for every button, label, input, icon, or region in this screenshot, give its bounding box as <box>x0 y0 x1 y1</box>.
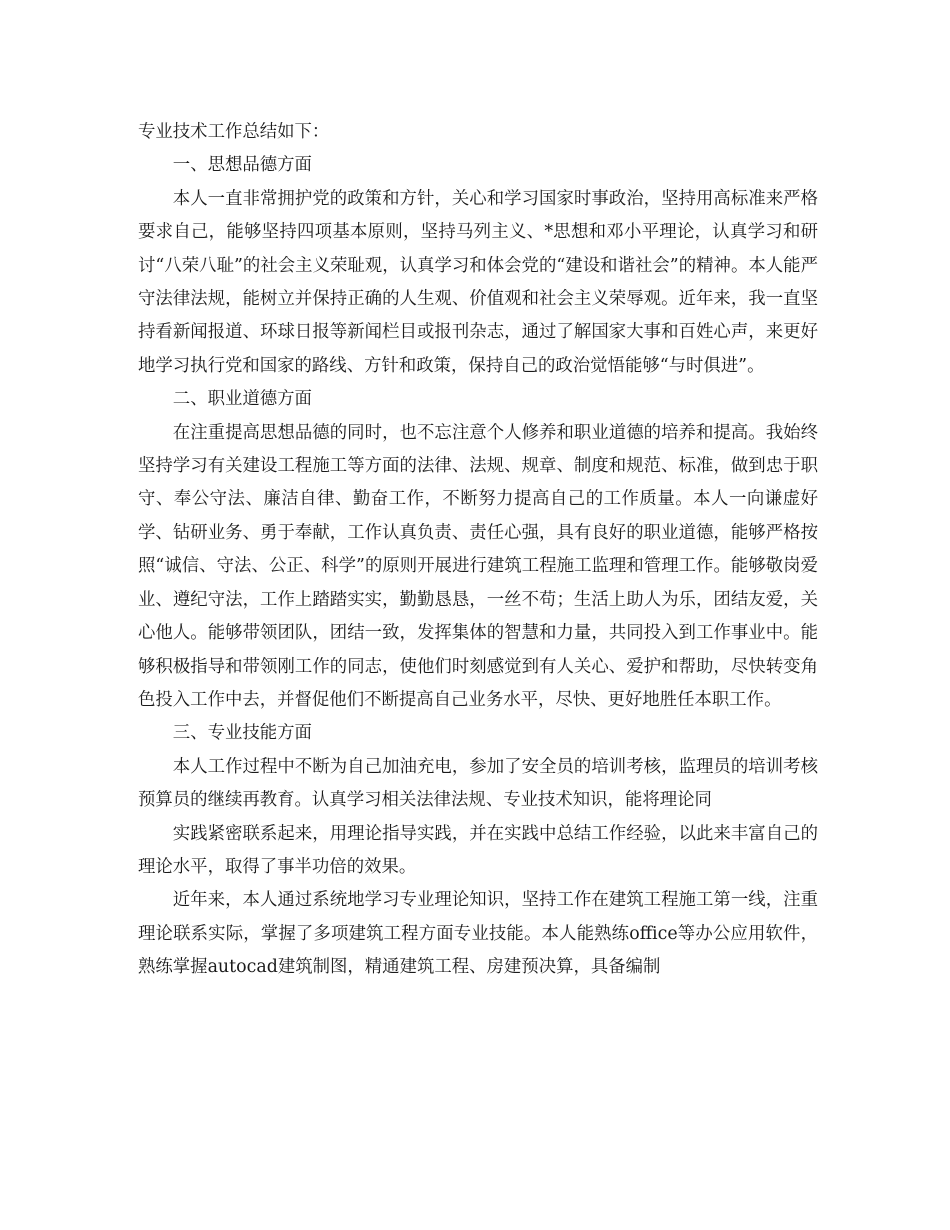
section-heading-skills: 三、专业技能方面 <box>172 723 312 744</box>
paragraph-ethics: 在注重提高思想品德的同时，也不忘注意个人修养和职业道德的培养和提高。我始终坚持学习有关建设工程施工等方面的法律、法规、规章、制度和规范、标准，做到忠于职守、奉公守法、廉洁自律、勤奋工作，不断努力提高自己的工作质量。本人一向谦虚好学、钻研业务、勇于奉献，工作认真负责、责任心强，具有良好的职业道德，能够严格按照“诚信、守法、公正、科学”的原则开展进行建筑工程施工监理和管理工作。能够敬岗爱业、遵纪守法，工作上踏踏实实，勤勤恳恳，一丝不苟；生活上助人为乐，团结友爱，关心他人。能够带领团队，团结一致，发挥集体的智慧和力量，共同投入到工作事业中。能够积极指导和带领刚工作的同志，使他们时刻感觉到有人关心、爱护和帮助，尽快转变角色投入工作中去，并督促他们不断提高自己业务水平，尽快、更好地胜任本职工作。 <box>138 422 818 710</box>
section-heading-ethics: 二、职业道德方面 <box>172 389 312 410</box>
document-body <box>138 116 818 985</box>
paragraph-skills-3: 近年来，本人通过系统地学习专业理论知识，坚持工作在建筑工程施工第一线，注重理论联系实际，掌握了多项建筑工程方面专业技能。本人能熟练office等办公应用软件，熟练掌握autocad建筑制图，精通建筑工程、房建预决算，具备编制 <box>138 890 818 978</box>
paragraph-skills-2: 实践紧密联系起来，用理论指导实践，并在实践中总结工作经验，以此来丰富自己的理论水平，取得了事半功倍的效果。 <box>138 823 818 877</box>
paragraph-skills-1: 本人工作过程中不断为自己加油充电，参加了安全员的培训考核，监理员的培训考核预算员的继续再教育。认真学习相关法律法规、专业技术知识，能将理论同 <box>138 756 818 811</box>
section-heading-ideology: 一、思想品德方面 <box>172 155 312 176</box>
intro-paragraph: 专业技术工作总结如下： <box>138 122 330 142</box>
paragraph-ideology: 本人一直非常拥护党的政策和方针，关心和学习国家时事政治，坚持用高标准来严格要求自己，能够坚持四项基本原则，坚持马列主义、*思想和邓小平理论，认真学习和研讨“八荣八耻”的社会主义荣耻观，认真学习和体会党的“建设和谐社会”的精神。本人能严守法律法规，能树立并保持正确的人生观、价值观和社会主义荣辱观。近年来，我一直坚持看新闻报道、环球日报等新闻栏目或报刊杂志，通过了解国家大事和百姓心声，来更好地学习执行党和国家的路线、方针和政策，保持自己的政治觉悟能够“与时俱进”。 <box>138 188 818 376</box>
